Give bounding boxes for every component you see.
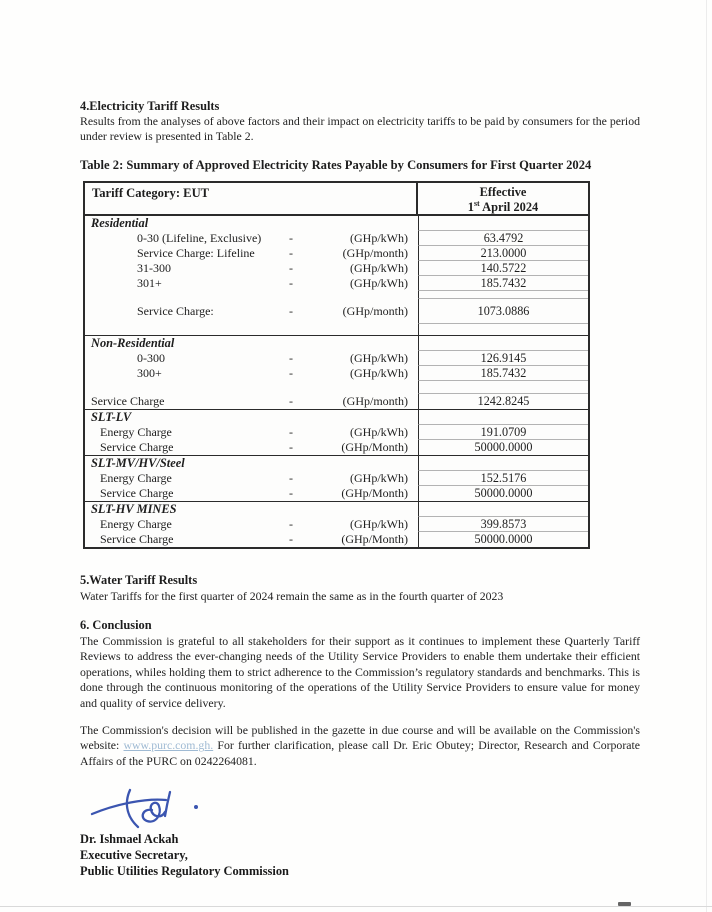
row-label: Energy Charge	[100, 517, 172, 531]
scan-edge-right	[706, 0, 707, 912]
row-value: 140.5722	[418, 261, 588, 276]
row-value: 399.8573	[418, 517, 588, 532]
section-title: SLT-HV MINES	[91, 502, 177, 516]
row-dash: -	[289, 261, 293, 275]
row-unit: (GHp/kWh)	[350, 231, 408, 245]
row-value: 50000.0000	[418, 486, 588, 501]
table-row	[85, 276, 588, 291]
row-unit: (GHp/Month)	[341, 532, 408, 546]
table-row	[85, 351, 588, 366]
table-row	[85, 366, 588, 381]
row-value: 1073.0886	[418, 299, 588, 324]
effective-date-header	[416, 183, 588, 214]
row-unit: (GHp/kWh)	[350, 471, 408, 485]
table-row	[85, 486, 588, 501]
signatory-block	[80, 831, 289, 879]
row-dash: -	[289, 246, 293, 260]
tariff-table-header	[85, 183, 588, 214]
row-dash: -	[289, 471, 293, 485]
section5-heading: 5.Water Tariff Results	[80, 573, 198, 587]
scan-edge-bottom	[0, 906, 712, 907]
purc-website-link[interactable]: www.purc.com.gh.	[123, 738, 214, 753]
row-label: 300+	[137, 366, 162, 380]
conclusion-paragraph: The Commission is grateful to all stakeholders for their support as it continues to implement these Quarterly Tariff Reviews to address the ever-changing needs of the Utility Service Providers to enable them undertake their efficient operations, whiles holding them to strict adherence to the Commission’s regulatory standards and benchmarks. This is done through the continuous monitoring of the operations of the Utility Service Providers to ensure value for money and quality of service delivery.	[80, 634, 640, 710]
row-unit: (GHp/month)	[342, 394, 408, 408]
row-unit: (GHp/kWh)	[350, 517, 408, 531]
row-unit: (GHp/kWh)	[350, 425, 408, 439]
row-label: 0-30 (Lifeline, Exclusive)	[137, 231, 262, 245]
table-row	[85, 425, 588, 440]
row-label: Service Charge:	[137, 304, 214, 318]
value-cell	[418, 216, 588, 231]
row-value: 152.5176	[418, 471, 588, 486]
section4-paragraph: Results from the analyses of above factors and their impact on electricity tariffs to be paid by consumers for the period under review is presented in Table 2.	[80, 114, 640, 144]
row-unit: (GHp/Month)	[341, 440, 408, 454]
closing-text-before: The Commission's decision will be published in the gazette in due course and will be available on the Commission's website:	[80, 723, 640, 753]
row-label: 301+	[137, 276, 162, 290]
section6-heading: 6. Conclusion	[80, 618, 152, 632]
section-title: SLT-MV/HV/Steel	[91, 456, 185, 470]
row-label: Service Charge	[100, 532, 174, 546]
row-value: 126.9145	[418, 351, 588, 366]
row-unit: (GHp/kWh)	[350, 276, 408, 290]
row-dash: -	[289, 351, 293, 365]
tariff-category-header: Tariff Category: EUT	[92, 186, 210, 200]
table-row	[85, 456, 588, 471]
closing-text-after: For further clarification, please call Dr. Eric Obutey; Director, Research and Corporate Affairs of the PURC on 0242264081.	[80, 738, 640, 768]
section-title: Non-Residential	[91, 336, 175, 350]
spacer-row	[85, 381, 588, 394]
section-slt-mv-hv-steel	[85, 455, 588, 501]
row-unit: (GHp/Month)	[341, 486, 408, 500]
row-value: 213.0000	[418, 246, 588, 261]
table-row	[85, 502, 588, 517]
spacer-row	[85, 324, 588, 335]
spacer-row	[85, 291, 588, 299]
row-value: 191.0709	[418, 425, 588, 440]
row-dash: -	[289, 366, 293, 380]
section5-paragraph: Water Tariffs for the first quarter of 2024 remain the same as in the fourth quarter of 2023	[80, 589, 504, 603]
row-label: 31-300	[137, 261, 171, 275]
row-unit: (GHp/kWh)	[350, 351, 408, 365]
table-row	[85, 410, 588, 425]
table2-title: Table 2: Summary of Approved Electricity Rates Payable by Consumers for First Quarter 2024	[80, 158, 592, 172]
row-label: 0-300	[137, 351, 165, 365]
row-dash: -	[289, 304, 293, 318]
signatory-organization: Public Utilities Regulatory Commission	[80, 864, 289, 878]
table-row	[85, 394, 588, 409]
tariff-table	[83, 181, 590, 549]
section-non-residential	[85, 335, 588, 409]
table-row	[85, 216, 588, 231]
table-row	[85, 231, 588, 246]
row-value: 1242.8245	[418, 394, 588, 409]
row-value: 63.4792	[418, 231, 588, 246]
row-value: 50000.0000	[418, 440, 588, 455]
effective-date: 1st April 2024	[467, 198, 539, 214]
row-value: 185.7432	[418, 276, 588, 291]
row-label: Service Charge	[100, 486, 174, 500]
row-unit: (GHp/kWh)	[350, 261, 408, 275]
section-slt-lv	[85, 409, 588, 455]
row-label: Service Charge	[100, 440, 174, 454]
row-dash: -	[289, 394, 293, 408]
page-number-artifact	[618, 902, 631, 906]
table-row	[85, 517, 588, 532]
table-row	[85, 532, 588, 547]
section-title: Residential	[91, 216, 149, 230]
table-row	[85, 246, 588, 261]
row-dash: -	[289, 231, 293, 245]
section-title: SLT-LV	[91, 410, 132, 424]
table-row	[85, 299, 588, 324]
row-unit: (GHp/kWh)	[350, 366, 408, 380]
section-slt-hv-mines	[85, 501, 588, 547]
effective-label: Effective	[479, 185, 527, 199]
row-label: Energy Charge	[100, 425, 172, 439]
row-dash: -	[289, 425, 293, 439]
table-row	[85, 261, 588, 276]
table-row	[85, 471, 588, 486]
row-dash: -	[289, 486, 293, 500]
row-unit: (GHp/month)	[342, 304, 408, 318]
row-label: Service Charge	[91, 394, 165, 408]
row-dash: -	[289, 532, 293, 546]
row-dash: -	[289, 440, 293, 454]
signatory-title: Executive Secretary,	[80, 848, 188, 862]
signature-handwritten-icon	[84, 783, 234, 835]
row-dash: -	[289, 276, 293, 290]
table-row	[85, 336, 588, 351]
row-label: Energy Charge	[100, 471, 172, 485]
row-value: 185.7432	[418, 366, 588, 381]
section-residential	[85, 214, 588, 335]
row-label: Service Charge: Lifeline	[137, 246, 255, 260]
row-unit: (GHp/month)	[342, 246, 408, 260]
section4-heading: 4.Electricity Tariff Results	[80, 99, 220, 113]
row-value: 50000.0000	[418, 532, 588, 547]
closing-paragraph	[80, 723, 640, 769]
table-row	[85, 440, 588, 455]
signatory-name: Dr. Ishmael Ackah	[80, 832, 179, 846]
row-dash: -	[289, 517, 293, 531]
